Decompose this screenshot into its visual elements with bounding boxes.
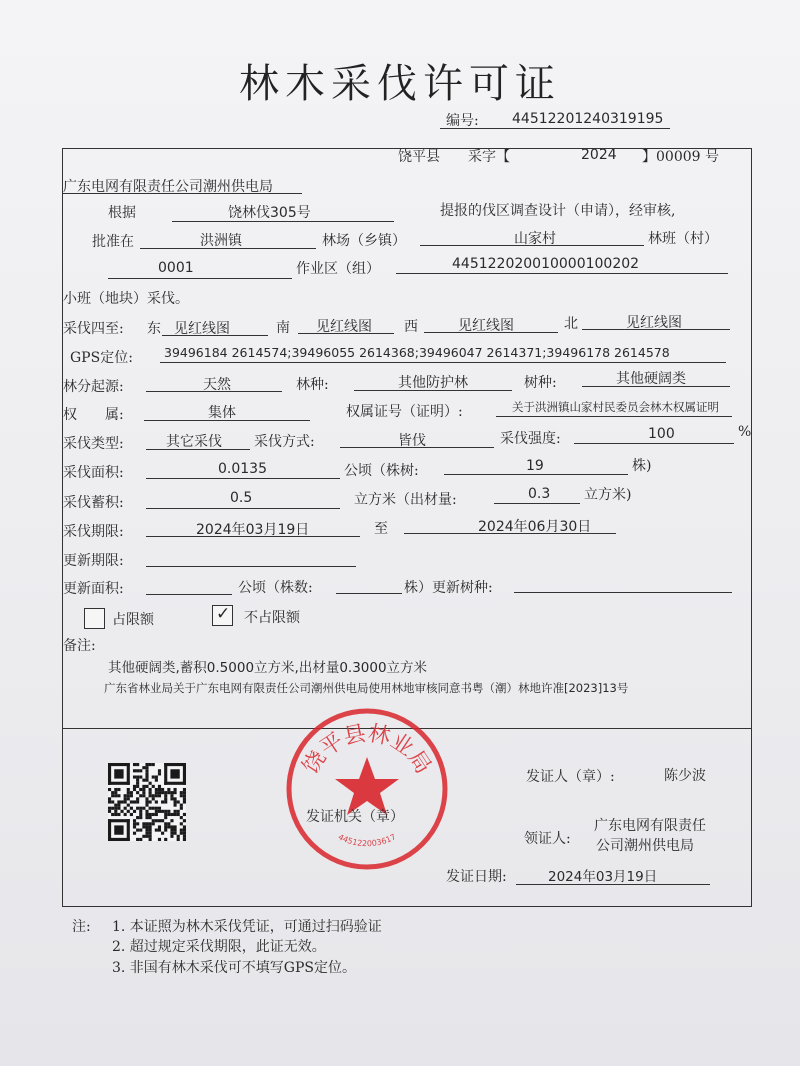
- remark-line-2: 广东省林业局关于广东电网有限责任公司潮州供电局使用林地审核同意书粤（潮）林地许准[2023]13号: [104, 681, 629, 695]
- east-value: 见红线图: [174, 321, 230, 337]
- south-value: 见红线图: [316, 319, 372, 335]
- receiver-line-1: 广东电网有限责任: [594, 818, 706, 834]
- serial-number: 445122012403191​95: [512, 111, 664, 127]
- work-area-label: 作业区（组）: [296, 261, 380, 277]
- issuer-label: 发证人（章）:: [526, 769, 615, 785]
- tree-unit: 株): [632, 458, 652, 474]
- to-label: 至: [374, 521, 388, 537]
- basis-text: 提报的伐区调查设计（申请），经审核,: [440, 203, 676, 219]
- tree-type-value: 其他硬阔类: [616, 371, 686, 387]
- area-value: 0.0135: [218, 461, 267, 477]
- cut-method-value: 皆伐: [398, 433, 426, 449]
- quota-in-label: 占限额: [112, 612, 154, 628]
- west-label: 西: [404, 319, 418, 335]
- remarks-label: 备注:: [63, 638, 96, 654]
- cubic-meter-unit: 立方米): [584, 487, 632, 503]
- cut-type-value: 其它采伐: [166, 434, 222, 450]
- origin-value: 天然: [203, 377, 231, 393]
- boundary-label: 采伐四至:: [63, 321, 124, 337]
- qr-code-icon[interactable]: [108, 762, 186, 842]
- quota-in-checkbox[interactable]: [84, 608, 105, 629]
- renew-period-label: 更新期限:: [63, 553, 124, 569]
- work-area-value: 0001: [158, 260, 194, 276]
- hectare-label: 公顷（株树:: [344, 463, 419, 479]
- issuer-name: 陈少波: [664, 768, 706, 784]
- north-value: 见红线图: [626, 315, 682, 331]
- volume-value: 0.5: [230, 490, 253, 506]
- ownership-label: 权 属:: [63, 407, 124, 423]
- period-label: 采伐期限:: [63, 524, 124, 540]
- renew-tree-label: 株）更新树种:: [404, 580, 493, 596]
- intensity-label: 采伐强度:: [500, 431, 561, 447]
- parcel-code: 445122020010000100202: [452, 256, 640, 272]
- svg-text:445122003617: [337, 832, 398, 848]
- percent-sign: %: [738, 424, 752, 440]
- basis-doc: 饶林伐305号: [228, 205, 311, 221]
- serial-label: 编号:: [446, 113, 479, 129]
- cut-method-label: 采伐方式:: [254, 434, 315, 450]
- renew-hectare-label: 公顷（株数:: [238, 580, 313, 596]
- check-mark-icon: ✓: [216, 604, 231, 624]
- receiver-label: 领证人:: [524, 831, 571, 847]
- gps-value: 39496184 2614574;39496055 2614368;39496047 2614371;39496178 2614578: [164, 345, 670, 360]
- issue-date: 2024年03月19日: [548, 869, 658, 885]
- county: 饶平县: [398, 149, 440, 165]
- tree-count: 19: [526, 458, 544, 474]
- south-label: 南: [276, 320, 290, 336]
- note-2: 2. 超过规定采伐期限，此证无效。: [112, 939, 326, 955]
- forest-farm-label: 林场（乡镇）: [322, 233, 406, 249]
- origin-label: 林分起源:: [63, 379, 124, 395]
- ownership-value: 集体: [208, 405, 236, 421]
- period-end: 2024年06月30日: [478, 519, 592, 535]
- document-title: 林木采伐许可证: [239, 61, 561, 107]
- receiver-line-2: 公司潮州供电局: [596, 838, 694, 854]
- authority-label: 发证机关（章）: [306, 809, 404, 825]
- forest-class-label: 林班（村）: [648, 231, 718, 247]
- timber-value: 0.3: [528, 486, 551, 502]
- remark-line-1: 其他硬阔类,蓄积0.5000立方米,出材量0.3000立方米: [108, 660, 428, 676]
- seal-code: 445122003617: [336, 832, 398, 849]
- notes-label: 注:: [72, 919, 91, 935]
- basis-label: 根据: [108, 205, 136, 221]
- cubic-meter-label: 立方米（出材量:: [354, 492, 457, 508]
- cert-value: 关于洪洲镇山家村民委员会林木权属证明: [512, 400, 719, 414]
- quota-out-checkbox[interactable]: [212, 605, 233, 626]
- east-label: 东: [147, 321, 161, 337]
- gps-label: GPS定位:: [70, 350, 133, 366]
- seal-text: 饶平县林业局: [298, 721, 436, 779]
- applicant: 广东电网有限责任公司潮州供电局: [63, 179, 273, 195]
- north-label: 北: [564, 316, 578, 332]
- village: 山家村: [514, 231, 556, 247]
- intensity-value: 100: [648, 426, 675, 442]
- official-seal-icon: [283, 705, 451, 873]
- area-label: 采伐面积:: [63, 465, 124, 481]
- permit-year: 2024: [581, 147, 617, 163]
- town: 洪洲镇: [200, 233, 242, 249]
- cert-label: 权属证号（证明）:: [346, 404, 463, 420]
- west-value: 见红线图: [458, 318, 514, 334]
- zi-label: 采字【: [468, 149, 510, 165]
- forest-type-label: 林种:: [296, 377, 329, 393]
- period-start: 2024年03月19日: [196, 522, 310, 538]
- quota-out-label: 不占限额: [244, 610, 300, 626]
- note-3: 3. 非国有林木采伐可不填写GPS定位。: [112, 960, 357, 976]
- note-1: 1. 本证照为林木采伐凭证，可通过扫码验证: [112, 919, 382, 935]
- cut-type-label: 采伐类型:: [63, 436, 124, 452]
- permit-number: 】00009 号: [642, 149, 719, 165]
- volume-label: 采伐蓄积:: [63, 495, 124, 511]
- forest-type-value: 其他防护林: [398, 375, 468, 391]
- issue-date-label: 发证日期:: [446, 869, 507, 885]
- approve-label: 批准在: [92, 234, 134, 250]
- tree-type-label: 树种:: [524, 375, 557, 391]
- renew-area-label: 更新面积:: [63, 581, 124, 597]
- parcel-label: 小班（地块）采伐。: [63, 291, 189, 307]
